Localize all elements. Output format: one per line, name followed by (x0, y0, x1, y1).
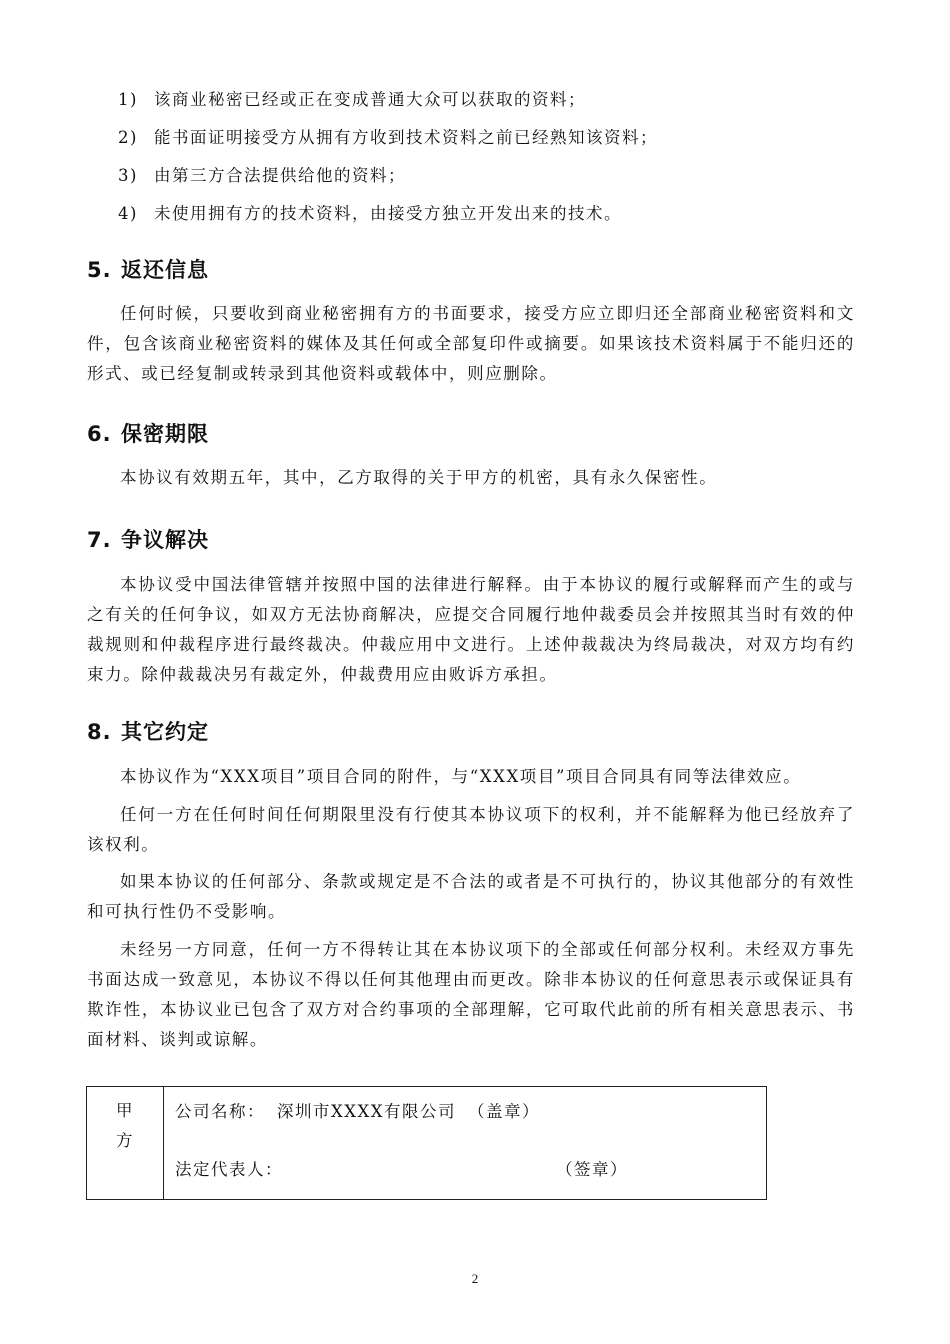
signature-table (86, 1086, 767, 1200)
section-number: 6. (87, 422, 112, 446)
section-heading-6 (87, 418, 209, 448)
paragraph: 任何一方在任何时间任何期限里没有行使其本协议项下的权利，并不能解释为他已经放弃了该权利。 (87, 805, 855, 854)
list-text: 由第三方合法提供给他的资料； (154, 166, 406, 185)
list-item (118, 200, 622, 224)
list-number: 1) (118, 90, 138, 109)
list-number: 3) (118, 166, 138, 185)
list-item (118, 86, 586, 110)
party-details-cell (164, 1087, 767, 1200)
party-char: 方 (116, 1131, 134, 1150)
representative-row (164, 1156, 766, 1184)
paragraph: 本协议作为“XXX项目”项目合同的附件，与“XXX项目”项目合同具有同等法律效应。 (120, 767, 802, 786)
list-text: 该商业秘密已经或正在变成普通大众可以获取的资料； (154, 90, 586, 109)
list-number: 2) (118, 128, 138, 147)
seal-note: （盖章） (468, 1102, 540, 1121)
section-number: 5. (87, 258, 112, 282)
company-name: 深圳市XXXX有限公司 (277, 1102, 456, 1121)
representative-label: 法定代表人： (175, 1160, 283, 1179)
list-number: 4) (118, 204, 138, 223)
section-number: 8. (87, 720, 112, 744)
party-cell (87, 1087, 164, 1200)
paragraph: 如果本协议的任何部分、条款或规定是不合法的或者是不可执行的，协议其他部分的有效性和可执行性仍不受影响。 (87, 872, 855, 921)
section-heading-5 (87, 254, 209, 284)
sign-note: （签章） (556, 1160, 628, 1179)
section-number: 7. (87, 528, 112, 552)
company-row (164, 1098, 766, 1126)
list-item (118, 162, 406, 186)
section-title: 其它约定 (121, 720, 209, 744)
section-heading-7 (87, 524, 209, 554)
section-heading-8 (87, 716, 209, 746)
paragraph: 任何时候，只要收到商业秘密拥有方的书面要求，接受方应立即归还全部商业秘密资料和文件，包含该商业秘密资料的媒体及其任何或全部复印件或摘要。如果该技术资料属于不能归还的形式、或已经复制或转录到其他资料或载体中，则应删除。 (87, 304, 855, 383)
section-title: 返还信息 (121, 258, 209, 282)
section-title: 争议解决 (121, 528, 209, 552)
section-title: 保密期限 (121, 422, 209, 446)
paragraph: 本协议有效期五年，其中，乙方取得的关于甲方的机密，具有永久保密性。 (120, 468, 718, 487)
list-text: 未使用拥有方的技术资料，由接受方独立开发出来的技术。 (154, 204, 622, 223)
paragraph: 本协议受中国法律管辖并按照中国的法律进行解释。由于本协议的履行或解释而产生的或与之有关的任何争议，如双方无法协商解决，应提交合同履行地仲裁委员会并按照其当时有效的仲裁规则和仲裁程序进行最终裁决。仲裁应用中文进行。上述仲裁裁决为终局裁决，对双方均有约束力。除仲裁裁决另有裁定外，仲裁费用应由败诉方承担。 (87, 575, 855, 684)
page-number: 2 (471, 1271, 479, 1286)
party-char: 甲 (116, 1101, 134, 1120)
paragraph: 未经另一方同意，任何一方不得转让其在本协议项下的全部或任何部分权利。未经双方事先书面达成一致意见，本协议不得以任何其他理由而更改。除非本协议的任何意思表示或保证具有欺诈性，本协议业已包含了双方对合约事项的全部理解，它可取代此前的所有相关意思表示、书面材料、谈判或谅解。 (87, 940, 855, 1049)
company-label: 公司名称： (175, 1102, 265, 1121)
list-text: 能书面证明接受方从拥有方收到技术资料之前已经熟知该资料； (154, 128, 658, 147)
list-item (118, 124, 658, 148)
